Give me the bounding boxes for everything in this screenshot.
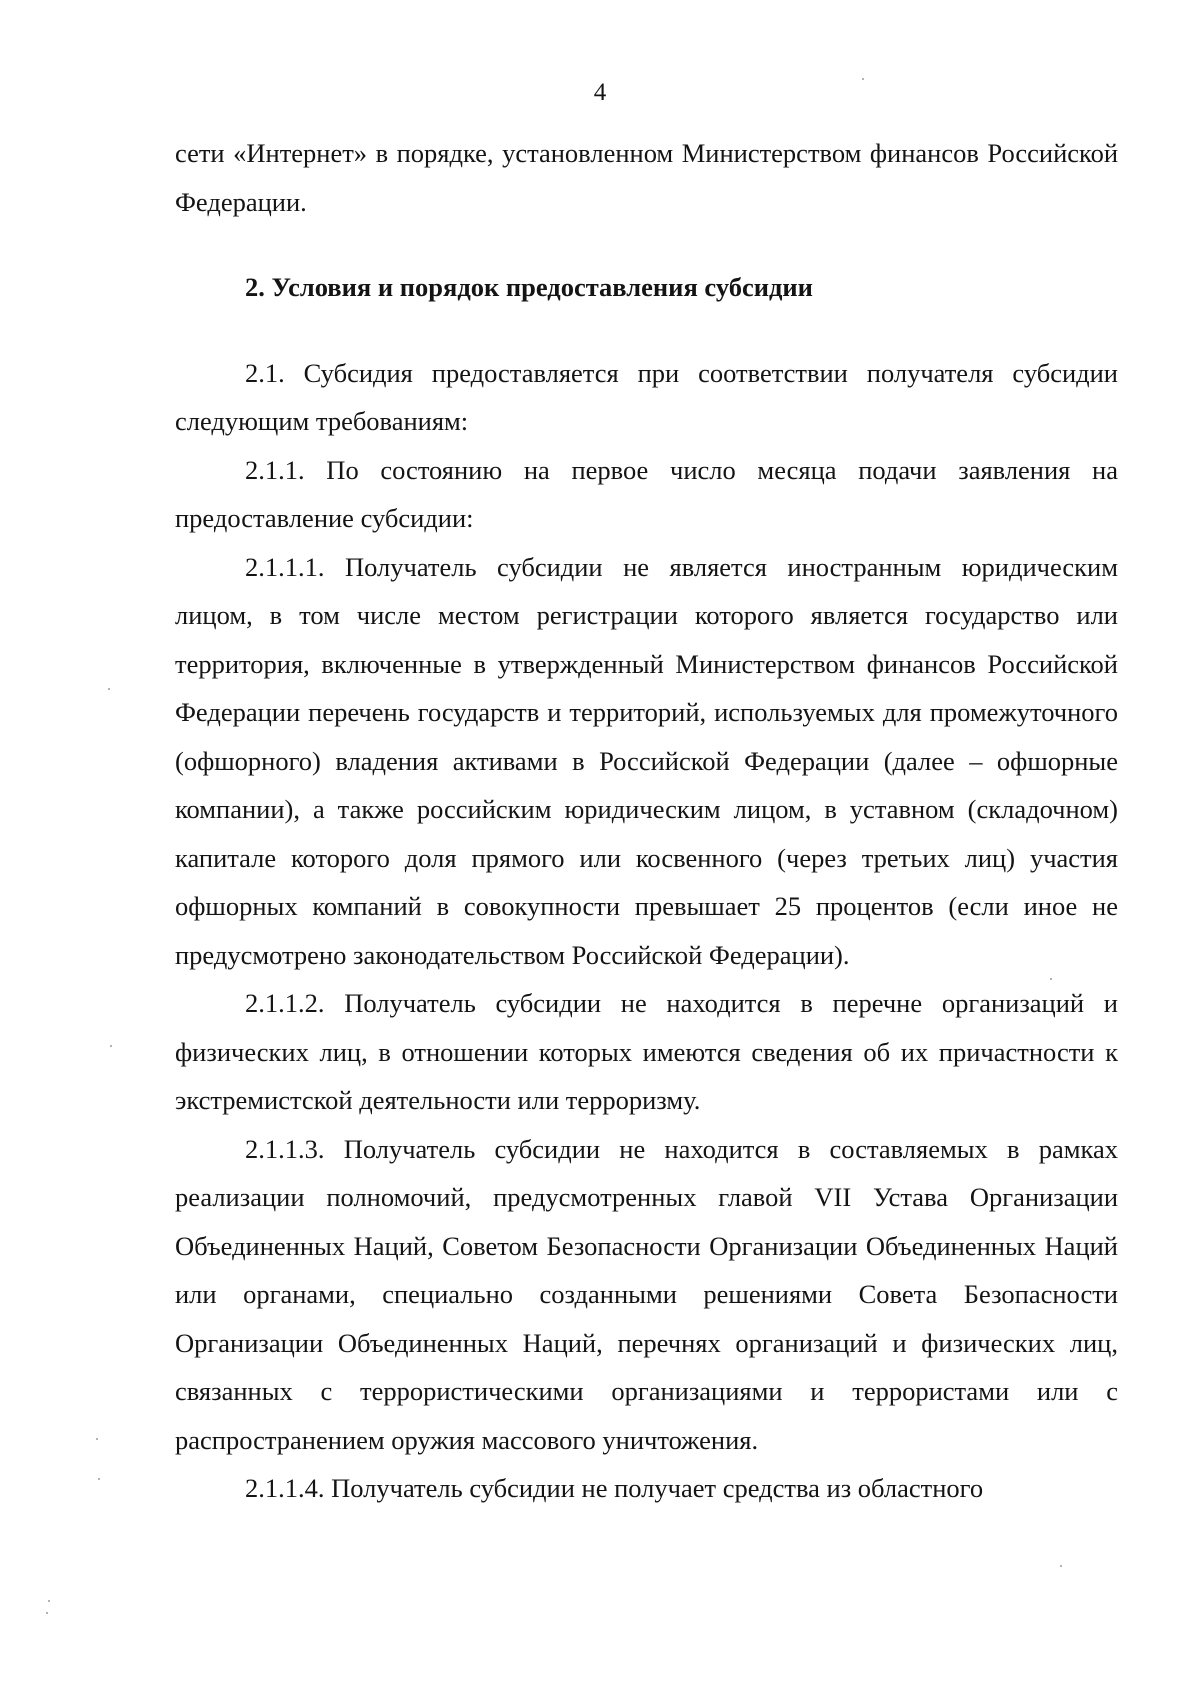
- scan-speck: [46, 1612, 48, 1614]
- scan-speck: [110, 1045, 112, 1047]
- scan-speck: [1050, 978, 1052, 980]
- scan-speck: [98, 1478, 100, 1480]
- scan-speck: [862, 78, 864, 80]
- paragraph-2-1-1-2: 2.1.1.2. Получатель субсидии не находится в перечне организаций и физических лиц, в отношении которых имеются сведения об их причастности к экстремистской деятельности или терроризму.: [175, 988, 1118, 1115]
- section-heading: 2. Условия и порядок предоставления субсидии: [245, 272, 813, 302]
- document-body: [175, 129, 1118, 1513]
- paragraph-2-1-1-1: 2.1.1.1. Получатель субсидии не является иностранным юридическим лицом, в том числе местом регистрации которого является государство или территория, включенные в утвержденный Министерством финансов Российской Федерации перечень государств и территорий, используемых для промежуточного (офшорного) владения активами в Российской Федерации (далее – офшорные компании), а также российским юридическим лицом, в уставном (складочном) капитале которого доля прямого или косвенного (через третьих лиц) участия офшорных компаний в совокупности превышает 25 процентов (если иное не предусмотрено законодательством Российской Федерации).: [175, 551, 1118, 970]
- paragraph-2-1-1-4: 2.1.1.4. Получатель субсидии не получает средства из областного: [245, 1473, 984, 1503]
- paragraph-2-1-1: 2.1.1. По состоянию на первое число месяца подачи заявления на предоставление субсидии:: [175, 454, 1118, 533]
- scan-speck: [96, 1438, 98, 1440]
- paragraph-2-1: 2.1. Субсидия предоставляется при соответствии получателя субсидии следующим требованиям:: [175, 357, 1118, 436]
- paragraph-continuation: сети «Интернет» в порядке, установленном Министерством финансов Российской Федерации.: [175, 138, 1118, 217]
- page-number: 4: [593, 79, 607, 106]
- paragraph-2-1-1-3: 2.1.1.3. Получатель субсидии не находится в составляемых в рамках реализации полномочий, предусмотренных главой VII Устава Организации Объединенных Наций, Советом Безопасности Организации Объединенных Наций или органами, специально созданными решениями Совета Безопасности Организации Объединенных Наций, перечнях организаций и физических лиц, связанных с террористическими организациями и террористами или с распространением оружия массового уничтожения.: [175, 1133, 1118, 1455]
- scan-speck: [108, 688, 110, 690]
- scan-speck: [48, 1600, 50, 1602]
- scan-speck: [1060, 1565, 1062, 1567]
